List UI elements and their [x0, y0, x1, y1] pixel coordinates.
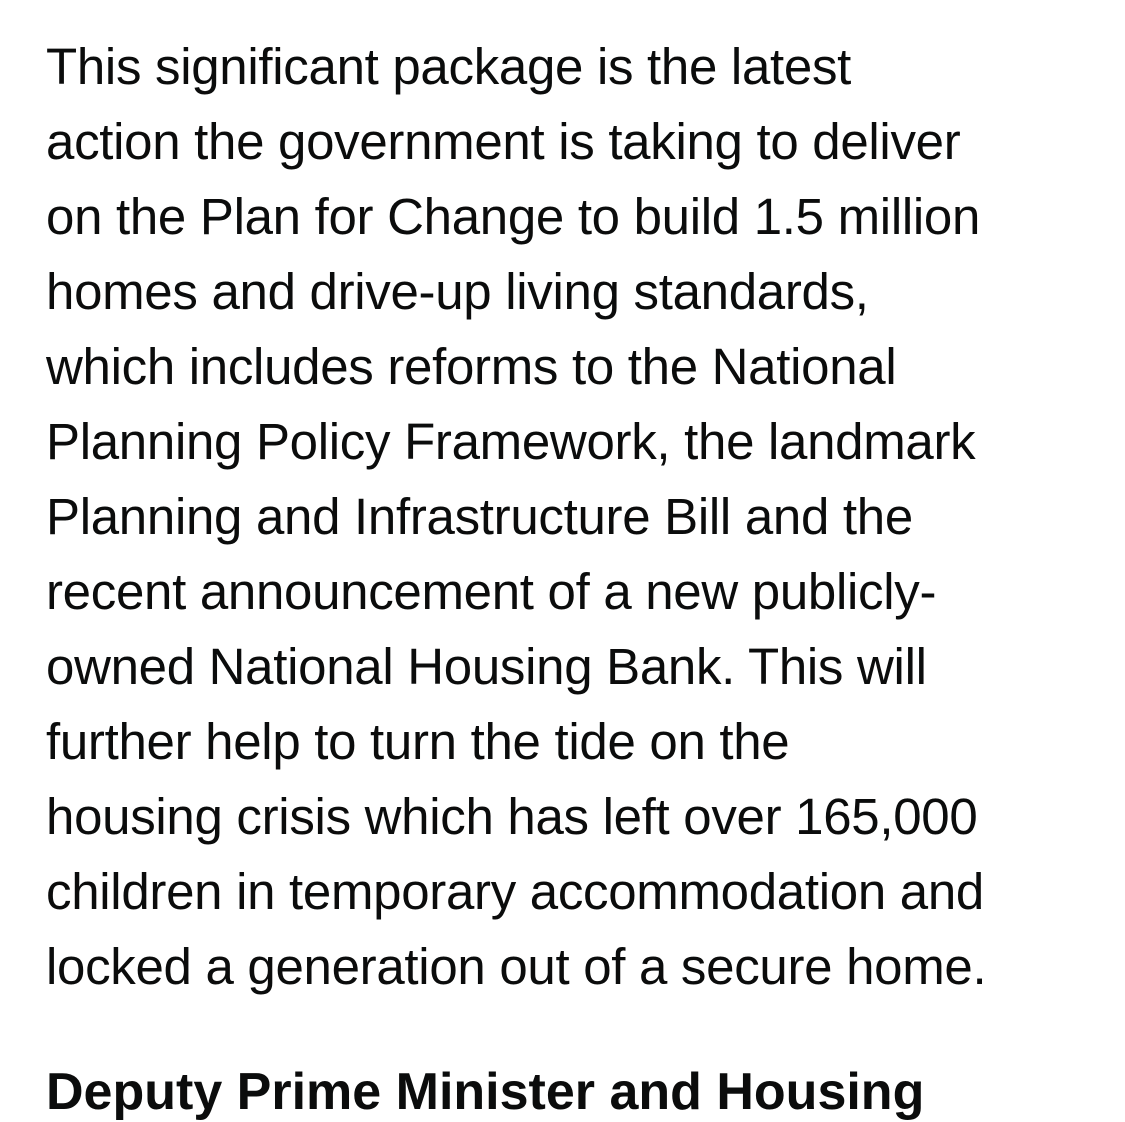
- section-heading: Deputy Prime Minister and Housing: [46, 1063, 925, 1121]
- paragraph-line: owned National Housing Bank. This will: [46, 638, 927, 695]
- paragraph-line: housing crisis which has left over 165,000: [46, 788, 978, 845]
- body-paragraph: [46, 29, 1106, 1004]
- paragraph-line: Planning Policy Framework, the landmark: [46, 413, 976, 470]
- paragraph-line: Planning and Infrastructure Bill and the: [46, 488, 913, 545]
- paragraph-line: This significant package is the latest: [46, 38, 852, 95]
- paragraph-line: action the government is taking to deliver: [46, 113, 961, 170]
- paragraph-line: children in temporary accommodation and: [46, 863, 984, 920]
- article-body: [46, 29, 1106, 1004]
- paragraph-line: further help to turn the tide on the: [46, 713, 790, 770]
- paragraph-line: which includes reforms to the National: [46, 338, 897, 395]
- paragraph-line: on the Plan for Change to build 1.5 million: [46, 188, 981, 245]
- paragraph-line: locked a generation out of a secure home.: [46, 938, 987, 995]
- paragraph-line: recent announcement of a new publicly-: [46, 563, 937, 620]
- paragraph-line: homes and drive-up living standards,: [46, 263, 869, 320]
